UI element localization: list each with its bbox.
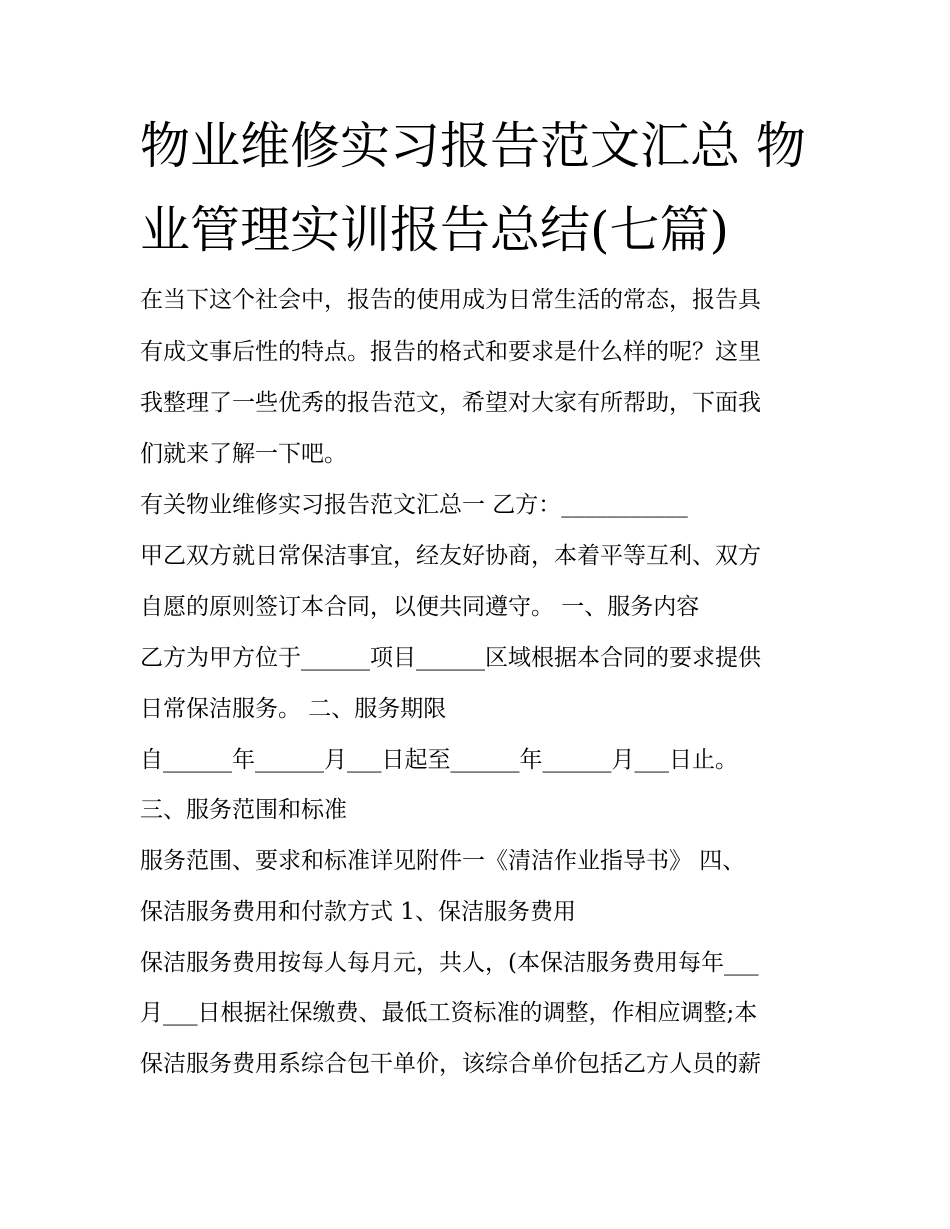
body-line-scope-heading: 三、服务范围和标准 [140, 797, 347, 823]
body-line-contract-2: 自愿的原则签订本合同，以便共同遵守。 一、服务内容 [140, 594, 700, 620]
body-line-intro-4: 们就来了解一下吧。 [140, 441, 347, 467]
body-line-fee-1: 保洁服务费用按每人每月元，共人，(本保洁服务费用每年___ [140, 950, 759, 976]
body-line-service-1: 乙方为甲方位于______项目______区域根据本合同的要求提供 [140, 645, 761, 671]
body-line-scope-1: 服务范围、要求和标准详见附件一《清洁作业指导书》 四、 [140, 848, 746, 874]
body-line-intro-3: 我整理了一些优秀的报告范文，希望对大家有所帮助，下面我 [140, 390, 761, 416]
body-line-term: 自______年______月___日起至______年______月___日止。 [140, 747, 738, 773]
document-title-line-1: 物业维修实习报告范文汇总 物 [140, 117, 806, 175]
body-line-service-2: 日常保洁服务。 二、服务期限 [140, 696, 447, 722]
body-line-fee-2: 月___日根据社保缴费、最低工资标准的调整，作相应调整;本 [140, 1000, 758, 1026]
body-line-intro-1: 在当下这个社会中，报告的使用成为日常生活的常态，报告具 [140, 287, 761, 313]
body-line-intro-2: 有成文事后性的特点。报告的格式和要求是什么样的呢？这里 [140, 339, 761, 365]
document-title-line-2: 业管理实训报告总结(七篇) [140, 201, 730, 259]
body-line-fee-3: 保洁服务费用系综合包干单价，该综合单价包括乙方人员的薪 [140, 1051, 761, 1077]
body-line-scope-2: 保洁服务费用和付款方式 1、保洁服务费用 [140, 899, 576, 925]
section-heading-1: 有关物业维修实习报告范文汇总一 乙方：___________ [140, 492, 688, 518]
body-line-contract-1: 甲乙双方就日常保洁事宜，经友好协商，本着平等互利、双方 [140, 543, 761, 569]
